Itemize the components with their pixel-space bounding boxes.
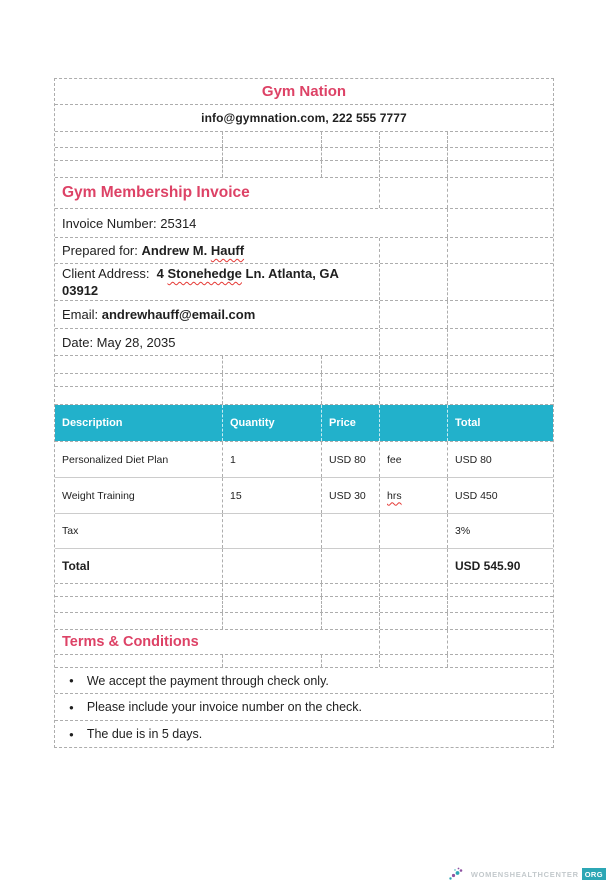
invoice-title: Gym Membership Invoice	[62, 184, 250, 201]
spacer-row	[55, 132, 553, 148]
sparkle-dots-icon	[448, 865, 468, 883]
spacer-row	[55, 597, 553, 613]
empty-cell	[448, 148, 553, 160]
total-label-cell	[55, 549, 223, 583]
empty-cell	[380, 161, 448, 177]
empty-cell	[380, 584, 448, 596]
empty-cell	[223, 514, 322, 548]
prepared-for-cell	[55, 238, 380, 263]
grand-total-value: USD 545.90	[455, 559, 521, 573]
bullet-icon: ●	[69, 702, 74, 712]
prepared-for	[62, 242, 244, 259]
spacer-row	[55, 161, 553, 178]
item-total: USD 450	[455, 489, 498, 502]
empty-cell	[55, 374, 223, 386]
spacer-row	[55, 356, 553, 374]
terms-bullet-text: We accept the payment through check only.	[86, 673, 329, 688]
table-row-total	[55, 549, 553, 584]
terms-bullet-text: The due is in 5 days.	[86, 727, 203, 741]
empty-cell	[380, 514, 448, 548]
empty-cell	[55, 161, 223, 177]
header-price: Price	[329, 417, 356, 429]
item-unit-flagged: hrs	[387, 489, 402, 502]
item-total: USD 80	[455, 453, 492, 466]
empty-cell	[322, 387, 380, 404]
empty-cell	[448, 630, 553, 654]
terms-title: Terms & Conditions	[62, 634, 199, 650]
empty-cell	[223, 374, 322, 386]
empty-cell	[448, 387, 553, 404]
terms-bullet-row	[55, 694, 553, 721]
company-name-cell	[55, 79, 553, 104]
watermark-text: WOMENSHEALTHCENTER	[470, 869, 579, 879]
email-cell	[55, 301, 380, 328]
email-label: Email:	[62, 307, 102, 322]
client-email	[62, 306, 255, 323]
grand-total-cell	[448, 549, 553, 583]
empty-cell	[223, 655, 322, 667]
empty-cell	[448, 356, 553, 373]
empty-cell	[322, 584, 380, 596]
empty-cell	[380, 374, 448, 386]
item-total-cell	[448, 478, 553, 513]
empty-cell	[322, 374, 380, 386]
empty-cell	[380, 301, 448, 328]
spacer-row	[55, 613, 553, 630]
terms-title-cell	[55, 630, 380, 654]
empty-cell	[223, 549, 322, 583]
empty-cell	[322, 132, 380, 147]
terms-bullet-row	[55, 668, 553, 694]
empty-cell	[448, 161, 553, 177]
empty-cell	[223, 161, 322, 177]
item-total-cell	[448, 442, 553, 477]
item-price: USD 30	[329, 489, 366, 502]
header-cell-description	[55, 405, 223, 441]
empty-cell	[223, 387, 322, 404]
client-address-cell	[55, 264, 380, 300]
empty-cell	[322, 655, 380, 667]
header-cell-total	[448, 405, 553, 441]
date-row	[55, 329, 553, 356]
empty-cell	[322, 514, 380, 548]
empty-cell	[55, 655, 223, 667]
invoice-number-cell	[55, 209, 448, 237]
empty-cell	[380, 597, 448, 612]
item-price-cell	[322, 478, 380, 513]
empty-cell	[322, 356, 380, 373]
company-contact-row	[55, 105, 553, 132]
empty-cell	[223, 584, 322, 596]
empty-cell	[448, 374, 553, 386]
invoice-date: Date: May 28, 2035	[62, 334, 176, 350]
empty-cell	[55, 132, 223, 147]
prepared-for-row	[55, 238, 553, 264]
empty-cell	[380, 549, 448, 583]
bullet-icon: ●	[69, 729, 74, 739]
email-row	[55, 301, 553, 329]
empty-cell	[380, 148, 448, 160]
empty-cell	[322, 613, 380, 629]
header-description: Description	[62, 417, 123, 429]
item-unit-cell	[380, 478, 448, 513]
spacer-row	[55, 374, 553, 387]
empty-cell	[322, 148, 380, 160]
empty-cell	[55, 613, 223, 629]
invoice-number-row	[55, 209, 553, 238]
invoice-number: Invoice Number: 25314	[62, 215, 197, 231]
item-price: USD 80	[329, 453, 366, 466]
total-label: Total	[62, 559, 90, 573]
item-description: Personalized Diet Plan	[62, 453, 169, 466]
empty-cell	[380, 356, 448, 373]
header-quantity: Quantity	[230, 417, 275, 429]
empty-cell	[448, 209, 553, 237]
empty-cell	[448, 613, 553, 629]
empty-cell	[322, 549, 380, 583]
terms-bullet-text: Please include your invoice number on the check.	[86, 700, 363, 714]
header-cell-price	[322, 405, 380, 441]
empty-cell	[380, 630, 448, 654]
item-description-cell	[55, 442, 223, 477]
item-price-cell	[322, 442, 380, 477]
empty-cell	[223, 613, 322, 629]
empty-cell	[322, 597, 380, 612]
empty-cell	[448, 178, 553, 208]
empty-cell	[380, 132, 448, 147]
header-cell-unit	[380, 405, 448, 441]
item-description: Weight Training	[62, 489, 135, 502]
items-table-header-row	[55, 405, 553, 442]
empty-cell	[380, 178, 448, 208]
empty-cell	[448, 597, 553, 612]
empty-cell	[448, 238, 553, 263]
item-unit-cell	[380, 442, 448, 477]
empty-cell	[448, 584, 553, 596]
empty-cell	[55, 584, 223, 596]
empty-cell	[55, 148, 223, 160]
client-name-flagged: Hauff	[210, 243, 245, 258]
tax-label-cell	[55, 514, 223, 548]
empty-cell	[55, 597, 223, 612]
tax-value: 3%	[455, 525, 471, 537]
watermark-org-badge: ORG	[582, 868, 606, 880]
invoice-document-table	[54, 78, 554, 748]
company-name-row	[55, 79, 553, 105]
spacer-row	[55, 148, 553, 161]
client-address-flagged: Stonehedge	[167, 266, 242, 281]
empty-cell	[448, 132, 553, 147]
prepared-for-label: Prepared for:	[62, 243, 142, 258]
empty-cell	[380, 613, 448, 629]
invoice-title-cell	[55, 178, 380, 208]
item-description-cell	[55, 478, 223, 513]
invoice-title-row	[55, 178, 553, 209]
company-name: Gym Nation	[261, 83, 347, 100]
empty-cell	[223, 148, 322, 160]
empty-cell	[223, 132, 322, 147]
empty-cell	[322, 161, 380, 177]
table-row-weight-training	[55, 478, 553, 514]
empty-cell	[448, 655, 553, 667]
item-quantity: 1	[230, 453, 236, 466]
tax-value-cell	[448, 514, 553, 548]
bullet-icon: ●	[69, 676, 74, 685]
empty-cell	[380, 655, 448, 667]
empty-cell	[380, 264, 448, 300]
terms-bullet-row	[55, 721, 553, 747]
client-address-value: 4	[156, 266, 168, 281]
company-contact: info@gymnation.com, 222 555 7777	[201, 111, 407, 125]
tax-label: Tax	[62, 525, 79, 537]
terms-bullet-cell	[55, 721, 553, 747]
empty-cell	[380, 387, 448, 404]
spacer-row	[55, 655, 553, 668]
item-quantity: 15	[230, 489, 242, 502]
header-total: Total	[455, 417, 481, 429]
date-cell	[55, 329, 380, 355]
client-name: Andrew M.	[141, 243, 211, 258]
client-address	[62, 265, 377, 299]
spacer-row	[55, 387, 553, 405]
terms-bullet-cell	[55, 694, 553, 720]
empty-cell	[223, 356, 322, 373]
item-quantity-cell	[223, 442, 322, 477]
client-address-row	[55, 264, 553, 301]
client-address-value-rest: Ln. Atlanta, GA 03912	[62, 266, 343, 298]
company-contact-cell	[55, 105, 553, 131]
item-quantity-cell	[223, 478, 322, 513]
empty-cell	[55, 387, 223, 404]
client-address-label: Client Address:	[62, 266, 157, 281]
spacer-row	[55, 584, 553, 597]
empty-cell	[223, 597, 322, 612]
header-cell-quantity	[223, 405, 322, 441]
empty-cell	[448, 264, 553, 300]
table-row-tax	[55, 514, 553, 549]
table-row-diet-plan	[55, 442, 553, 478]
empty-cell	[380, 238, 448, 263]
terms-title-row	[55, 630, 553, 655]
email-value: andrewhauff@email.com	[101, 307, 256, 322]
empty-cell	[380, 329, 448, 355]
empty-cell	[55, 356, 223, 373]
item-unit: fee	[387, 453, 402, 466]
footer-watermark	[448, 865, 606, 883]
terms-bullet-cell	[55, 668, 553, 693]
empty-cell	[448, 301, 553, 328]
empty-cell	[448, 329, 553, 355]
